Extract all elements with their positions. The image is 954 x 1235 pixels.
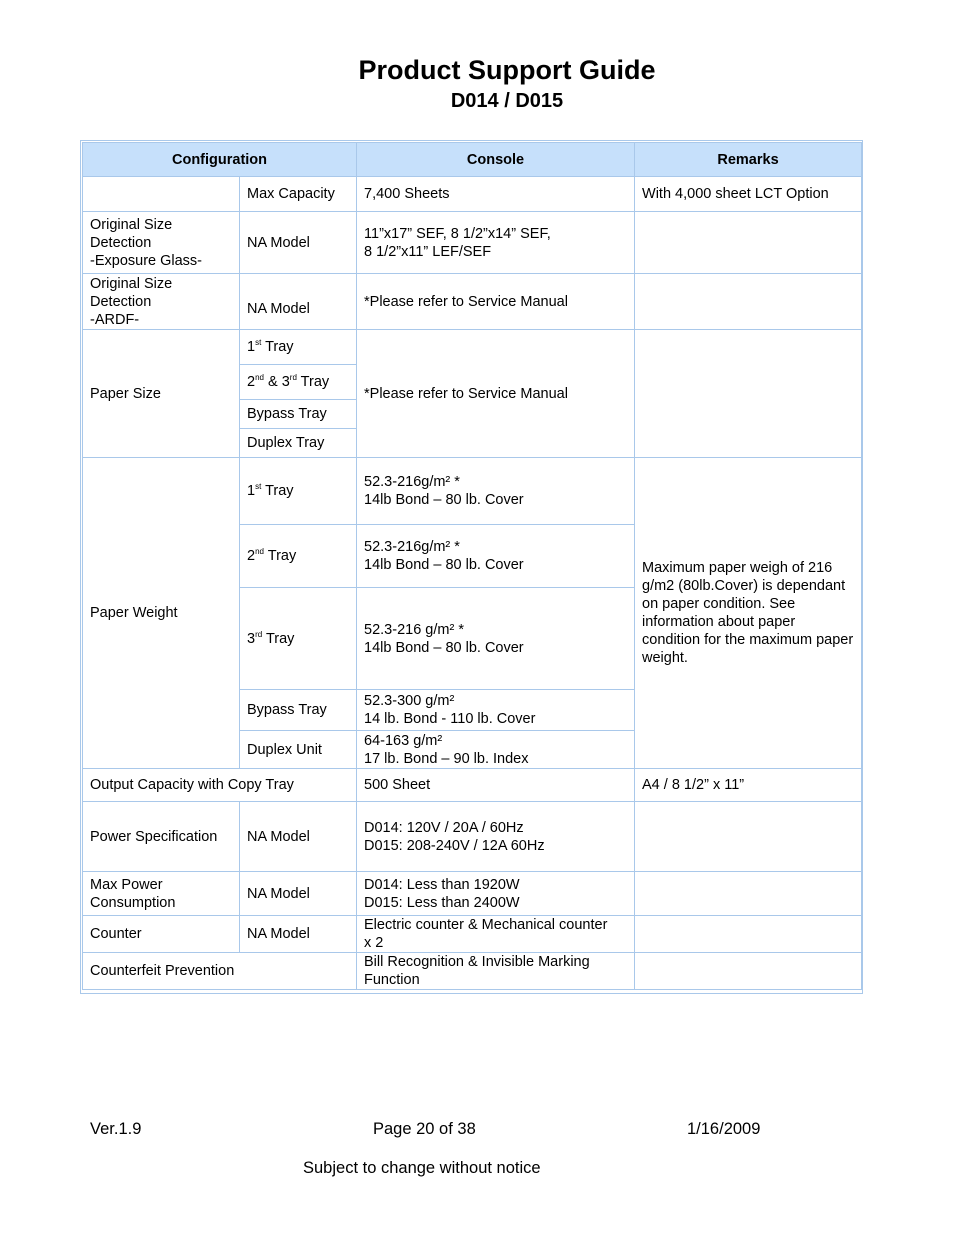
tray-cell: 1st Tray bbox=[240, 330, 357, 365]
table-row bbox=[83, 953, 862, 990]
console-value: 52.3-216g/m² * 14lb Bond – 80 lb. Cover bbox=[357, 458, 635, 525]
page-subtitle: D014 / D015 bbox=[450, 90, 564, 112]
table-row bbox=[83, 274, 862, 330]
model-cell: NA Model bbox=[240, 802, 357, 872]
row-label: Paper Size bbox=[83, 330, 240, 458]
remarks-value bbox=[635, 802, 862, 872]
row-label: Original Size Detection -ARDF- bbox=[83, 274, 240, 330]
model-cell: NA Model bbox=[240, 916, 357, 953]
table-row bbox=[83, 177, 862, 212]
console-value: Bill Recognition & Invisible Marking Function bbox=[357, 953, 635, 990]
console-value: *Please refer to Service Manual bbox=[357, 330, 635, 458]
remarks-value bbox=[635, 212, 862, 274]
remarks-value: With 4,000 sheet LCT Option bbox=[635, 177, 862, 212]
remarks-value bbox=[635, 872, 862, 916]
console-value: *Please refer to Service Manual bbox=[357, 274, 635, 330]
console-value: D014: 120V / 20A / 60Hz D015: 208-240V / 12A 60Hz bbox=[357, 802, 635, 872]
row-label: Paper Weight bbox=[83, 458, 240, 769]
table-row bbox=[83, 330, 862, 365]
row-label: Counter bbox=[83, 916, 240, 953]
footer-version: Ver.1.9 bbox=[90, 1120, 142, 1138]
console-value: Electric counter & Mechanical counter x 2 bbox=[357, 916, 635, 953]
console-value: 7,400 Sheets bbox=[357, 177, 635, 212]
console-value: 64-163 g/m² 17 lb. Bond – 90 lb. Index bbox=[357, 731, 635, 769]
remarks-value bbox=[635, 330, 862, 458]
table-header-row bbox=[83, 143, 862, 177]
spec-table bbox=[82, 142, 862, 990]
console-value: 52.3-216 g/m² * 14lb Bond – 80 lb. Cover bbox=[357, 588, 635, 690]
table-row bbox=[83, 212, 862, 274]
row-label: Max Capacity bbox=[240, 177, 357, 212]
tray-cell: Bypass Tray bbox=[240, 400, 357, 429]
console-value: 11”x17” SEF, 8 1/2”x14” SEF, 8 1/2”x11” LEF/SEF bbox=[357, 212, 635, 274]
tray-cell: 3rd Tray bbox=[240, 588, 357, 690]
console-value: 52.3-300 g/m² 14 lb. Bond - 110 lb. Cover bbox=[357, 690, 635, 731]
remarks-value: Maximum paper weigh of 216 g/m2 (80lb.Cover) is dependant on paper condition. See information about paper condition for the maximum paper weight. bbox=[635, 458, 862, 769]
remarks-value: A4 / 8 1/2” x 11” bbox=[635, 769, 862, 802]
row-label: Max Power Consumption bbox=[83, 872, 240, 916]
header-console: Console bbox=[357, 143, 635, 177]
row-label: Power Specification bbox=[83, 802, 240, 872]
model-cell: NA Model bbox=[240, 212, 357, 274]
table-row bbox=[83, 916, 862, 953]
tray-cell: 1st Tray bbox=[240, 458, 357, 525]
page-title: Product Support Guide bbox=[358, 55, 656, 85]
footer-page-number: Page 20 of 38 bbox=[373, 1120, 476, 1138]
header-configuration: Configuration bbox=[83, 143, 357, 177]
tray-cell: Duplex Unit bbox=[240, 731, 357, 769]
model-cell: NA Model bbox=[240, 872, 357, 916]
empty-cell bbox=[83, 177, 240, 212]
table-row bbox=[83, 458, 862, 525]
table-row bbox=[83, 802, 862, 872]
tray-cell: Bypass Tray bbox=[240, 690, 357, 731]
console-value: D014: Less than 1920W D015: Less than 2400W bbox=[357, 872, 635, 916]
tray-cell: 2nd & 3rd Tray bbox=[240, 365, 357, 400]
console-value: 500 Sheet bbox=[357, 769, 635, 802]
footer-notice: Subject to change without notice bbox=[303, 1159, 541, 1177]
row-label: Counterfeit Prevention bbox=[83, 953, 357, 990]
remarks-value bbox=[635, 953, 862, 990]
remarks-value bbox=[635, 916, 862, 953]
row-label: Original Size Detection -Exposure Glass- bbox=[83, 212, 240, 274]
table-row bbox=[83, 769, 862, 802]
header-remarks: Remarks bbox=[635, 143, 862, 177]
footer-date: 1/16/2009 bbox=[687, 1120, 761, 1138]
tray-cell: 2nd Tray bbox=[240, 525, 357, 588]
tray-cell: Duplex Tray bbox=[240, 429, 357, 458]
remarks-value bbox=[635, 274, 862, 330]
model-cell: NA Model bbox=[240, 274, 357, 330]
console-value: 52.3-216g/m² * 14lb Bond – 80 lb. Cover bbox=[357, 525, 635, 588]
row-label: Output Capacity with Copy Tray bbox=[83, 769, 357, 802]
table-row bbox=[83, 872, 862, 916]
